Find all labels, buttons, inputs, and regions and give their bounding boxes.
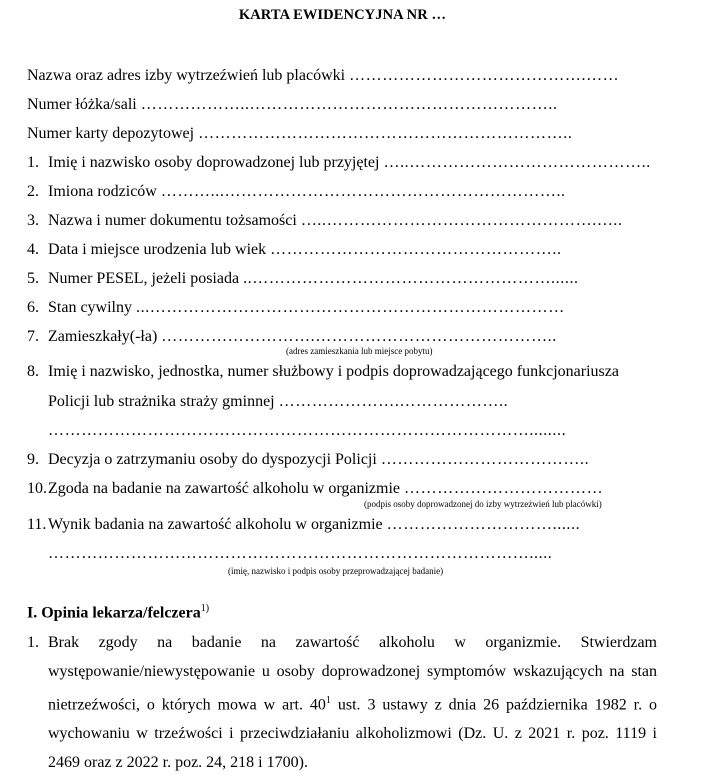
field-izba[interactable]: Nazwa oraz adres izby wytrzeźwień lub placówki …………………………………….…… bbox=[27, 67, 620, 84]
field-8-cont[interactable]: Policji lub strażnika straży gminnej ………………….……………….. bbox=[48, 393, 509, 410]
field-9[interactable]: 9. Decyzja o zatrzymaniu osoby do dyspozycji Policji ……………………………….. bbox=[27, 451, 590, 468]
field-number: 5. bbox=[27, 270, 39, 287]
document-title: KARTA EWIDENCYJNA NR … bbox=[238, 7, 447, 23]
field-lozko[interactable]: Numer łóżka/sali ………………..……………………………………………….. bbox=[27, 96, 558, 113]
field-1[interactable]: 1. Imię i nazwisko osoby doprowadzonej lub przyjętej …..…………………………………….. bbox=[27, 154, 651, 171]
field-4[interactable]: 4. Data i miejsce urodzenia lub wiek …………………………………………….. bbox=[27, 241, 562, 258]
field-label: Zgoda na badanie na zawartość alkoholu w organizmie bbox=[48, 480, 401, 497]
field-label: Numer łóżka/sali bbox=[27, 96, 137, 113]
field-label: Policji lub strażnika straży gminnej bbox=[48, 393, 275, 410]
field-number: 9. bbox=[27, 451, 39, 468]
field-3[interactable]: 3. Nazwa i numer dokumentu tożsamości …..………………………………………….….. bbox=[27, 212, 623, 229]
caption-result: (imię, nazwisko i podpis osoby przeprowadzającej badanie) bbox=[228, 566, 444, 576]
field-label: Numer PESEL, jeżeli posiada bbox=[48, 270, 240, 287]
field-number: 1. bbox=[27, 154, 39, 171]
field-number: 7. bbox=[27, 328, 39, 345]
field-label: Nazwa oraz adres izby wytrzeźwień lub placówki bbox=[27, 67, 346, 84]
field-label: Imię i nazwisko osoby doprowadzonej lub przyjętej bbox=[48, 154, 380, 171]
field-10[interactable]: 10.Zgoda na badanie na zawartość alkoholu w organizmie ……………………………… bbox=[27, 480, 604, 497]
field-label: Data i miejsce urodzenia lub wiek bbox=[48, 241, 267, 258]
field-number: 3. bbox=[27, 212, 39, 229]
field-label: Zamieszkały(-ła) bbox=[48, 328, 158, 345]
field-karta[interactable]: Numer karty depozytowej ………………………………………………………….. bbox=[27, 125, 573, 142]
field-8-line[interactable]: ……………………………………………………………………………........ bbox=[48, 422, 567, 439]
footnote-ref: 1) bbox=[200, 603, 210, 614]
field-label: Decyzja o zatrzymaniu osoby do dyspozycji Policji bbox=[48, 451, 377, 468]
field-11[interactable]: 11.Wynik badania na zawartość alkoholu w organizmie …………………………...... bbox=[27, 516, 581, 533]
caption-address: (adres zamieszkania lub miejsce pobytu) bbox=[286, 346, 433, 356]
field-label: Wynik badania na zawartość alkoholu w organizmie bbox=[48, 516, 383, 533]
field-8[interactable] bbox=[27, 363, 657, 381]
field-5[interactable]: 5. Numer PESEL, jeżeli posiada ..………………………………………………...... bbox=[27, 270, 579, 287]
field-7[interactable]: 7. Zamieszkały(-ła) ……………………….…………………………………….. bbox=[27, 328, 557, 345]
field-label: Nazwa i numer dokumentu tożsamości bbox=[48, 212, 297, 229]
field-number: 2. bbox=[27, 183, 39, 200]
field-number: 11. bbox=[27, 516, 47, 533]
field-label: Imiona rodziców bbox=[48, 183, 157, 200]
field-label: Imię i nazwisko, jednostka, numer służbowy i podpis doprowadzającego funkcjonariusza bbox=[48, 363, 619, 380]
field-number: 10. bbox=[27, 480, 47, 497]
field-number: 8. bbox=[27, 363, 39, 380]
field-number: 6. bbox=[27, 299, 39, 316]
field-number: 4. bbox=[27, 241, 39, 258]
paragraph-number: 1. bbox=[27, 634, 39, 651]
field-6[interactable]: 6. Stan cywilny ...………………………………………………………………… bbox=[27, 299, 565, 316]
paragraph-text: Brak zgody na badanie na zawartość alkoholu w organizmie. Stwierdzam występowanie/niewystępowanie u osoby doprowadzonej symptomów wskazujących na stan nietrzeźwości, o których mowa w art. $40^1$ ust. 3 ustawy z dnia 26 października 1982 r. o wychowaniu w trzeźwości i przeciwdziałaniu alkoholizmowi (Dz. U. z 2021 r. poz. 1119 i 2469 oraz z 2022 r. poz. 24, 218 i 1700). bbox=[48, 634, 657, 772]
section-heading: I. Opinia lekarza/felczera$^{1)}$ bbox=[27, 603, 210, 622]
field-2[interactable]: 2. Imiona rodziców ………...…………………………………………………….. bbox=[27, 183, 566, 200]
field-label: Stan cywilny bbox=[48, 299, 132, 316]
caption-consent: (podpis osoby doprowadzonej do izby wytrzeźwień lub placówki) bbox=[364, 499, 602, 509]
field-label: Numer karty depozytowej bbox=[27, 125, 195, 142]
opinion-paragraph-1 bbox=[27, 628, 657, 777]
field-11-line[interactable]: ……………………………………………………………………………..... bbox=[48, 545, 553, 562]
